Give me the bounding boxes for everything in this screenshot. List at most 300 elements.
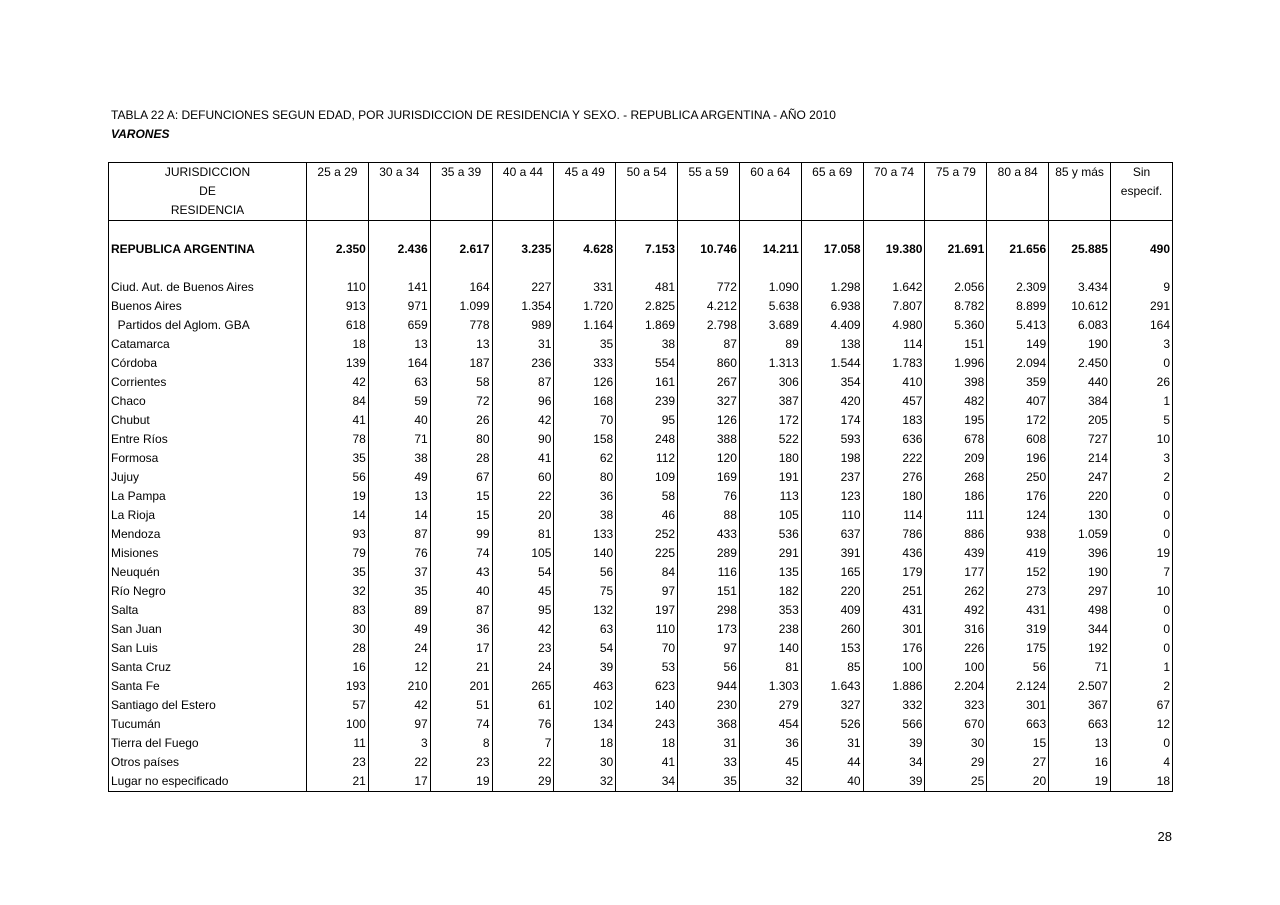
deaths-table [108,162,1173,792]
cell-value: 67 [1110,696,1172,715]
cell-value: 110 [616,620,678,639]
cell-value: 13 [368,487,430,506]
jurisdiction-name: Chubut [109,411,307,430]
table-row [109,620,1173,639]
table-header [109,163,1173,221]
cell-value: 536 [739,525,801,544]
cell-value: 268 [925,468,987,487]
cell-value: 354 [801,373,863,392]
cell-value: 2.056 [925,278,987,297]
jurisdiction-name: Jujuy [109,468,307,487]
page-number: 28 [1157,829,1172,844]
cell-value: 70 [616,639,678,658]
table-row [109,772,1173,792]
jurisdiction-name: Mendoza [109,525,307,544]
cell-value: 344 [1049,620,1111,639]
cell-value: 19 [307,487,369,506]
cell-value: 32 [554,772,616,792]
cell-value: 772 [678,278,740,297]
table-row [109,316,1173,335]
cell-value: 13 [368,335,430,354]
cell-value: 276 [863,468,925,487]
cell-value: 1.643 [801,677,863,696]
cell-value: 391 [801,544,863,563]
header-age-group: 55 a 59 [678,163,740,183]
cell-value: 409 [801,601,863,620]
cell-value: 84 [616,563,678,582]
cell-value: 70 [554,411,616,430]
header-sin-especificar: especif. [1110,182,1172,201]
header-age-group [616,182,678,201]
cell-value: 63 [554,620,616,639]
cell-value: 190 [1049,335,1111,354]
cell-value: 436 [863,544,925,563]
cell-value: 58 [430,373,492,392]
cell-value: 53 [616,658,678,677]
cell-value: 778 [430,316,492,335]
cell-value: 2 [1110,677,1172,696]
cell-value: 10.612 [1049,297,1111,316]
cell-value: 27 [987,753,1049,772]
header-age-group [554,182,616,201]
cell-value: 0 [1110,734,1172,753]
jurisdiction-name: Corrientes [109,373,307,392]
cell-value: 214 [1049,449,1111,468]
header-age-group [678,182,740,201]
cell-value: 193 [307,677,369,696]
cell-value: 149 [987,335,1049,354]
header-sin-especificar [1110,201,1172,221]
cell-value: 2.450 [1049,354,1111,373]
cell-value: 463 [554,677,616,696]
cell-value: 76 [368,544,430,563]
header-age-group [739,201,801,221]
table-row [109,335,1173,354]
cell-value: 636 [863,430,925,449]
jurisdiction-name: La Pampa [109,487,307,506]
cell-value: 678 [925,430,987,449]
cell-value: 84 [307,392,369,411]
cell-value: 126 [554,373,616,392]
cell-value: 120 [678,449,740,468]
cell-value: 173 [678,620,740,639]
cell-value: 114 [863,335,925,354]
cell-value: 113 [739,487,801,506]
cell-value: 32 [739,772,801,792]
cell-value: 81 [739,658,801,677]
cell-value: 938 [987,525,1049,544]
cell-value: 260 [801,620,863,639]
cell-value: 95 [492,601,554,620]
header-age-group [801,201,863,221]
cell-value: 56 [678,658,740,677]
cell-value: 457 [863,392,925,411]
header-age-group [863,201,925,221]
cell-value: 151 [678,582,740,601]
cell-value: 226 [925,639,987,658]
cell-value: 5.360 [925,316,987,335]
cell-value: 25 [925,772,987,792]
cell-value: 0 [1110,506,1172,525]
cell-value: 623 [616,677,678,696]
cell-value: 40 [430,582,492,601]
cell-value: 97 [616,582,678,601]
cell-value: 306 [739,373,801,392]
cell-value: 139 [307,354,369,373]
cell-value: 17.058 [801,240,863,259]
table-row [109,639,1173,658]
cell-value: 35 [554,335,616,354]
cell-value: 1.298 [801,278,863,297]
cell-value: 15 [430,487,492,506]
cell-value: 28 [430,449,492,468]
header-age-group: 35 a 39 [430,163,492,183]
cell-value: 54 [554,639,616,658]
cell-value: 32 [307,582,369,601]
jurisdiction-name: Tierra del Fuego [109,734,307,753]
table-row [109,297,1173,316]
total-row [109,240,1173,259]
table-row [109,677,1173,696]
cell-value: 7 [1110,563,1172,582]
cell-value: 71 [368,430,430,449]
cell-value: 250 [987,468,1049,487]
cell-value: 26 [430,411,492,430]
cell-value: 1.164 [554,316,616,335]
cell-value: 15 [430,506,492,525]
cell-value: 165 [801,563,863,582]
table-row [109,278,1173,297]
cell-value: 59 [368,392,430,411]
cell-value: 8.782 [925,297,987,316]
cell-value: 192 [1049,639,1111,658]
cell-value: 180 [863,487,925,506]
cell-value: 30 [925,734,987,753]
cell-value: 291 [1110,297,1172,316]
cell-value: 262 [925,582,987,601]
cell-value: 172 [987,411,1049,430]
cell-value: 251 [863,582,925,601]
cell-value: 490 [1110,240,1172,259]
cell-value: 161 [616,373,678,392]
cell-value: 2.350 [307,240,369,259]
cell-value: 727 [1049,430,1111,449]
cell-value: 566 [863,715,925,734]
cell-value: 332 [863,696,925,715]
cell-value: 79 [307,544,369,563]
header-age-group [987,182,1049,201]
cell-value: 1.783 [863,354,925,373]
cell-value: 56 [554,563,616,582]
cell-value: 13 [1049,734,1111,753]
cell-value: 297 [1049,582,1111,601]
cell-value: 43 [430,563,492,582]
jurisdiction-name: Chaco [109,392,307,411]
cell-value: 87 [678,335,740,354]
cell-value: 38 [368,449,430,468]
cell-value: 42 [492,620,554,639]
cell-value: 5.413 [987,316,1049,335]
cell-value: 225 [616,544,678,563]
cell-value: 522 [739,430,801,449]
cell-value: 3.235 [492,240,554,259]
cell-value: 22 [368,753,430,772]
cell-value: 36 [739,734,801,753]
cell-value: 593 [801,430,863,449]
cell-value: 23 [430,753,492,772]
cell-value: 34 [616,772,678,792]
cell-value: 481 [616,278,678,297]
cell-value: 74 [430,544,492,563]
cell-value: 85 [801,658,863,677]
cell-value: 398 [925,373,987,392]
cell-value: 58 [616,487,678,506]
cell-value: 126 [678,411,740,430]
cell-value: 60 [492,468,554,487]
header-age-group [554,201,616,221]
header-age-group [430,182,492,201]
cell-value: 20 [492,506,554,525]
cell-value: 419 [987,544,1049,563]
cell-value: 1.720 [554,297,616,316]
jurisdiction-name: Río Negro [109,582,307,601]
table-row [109,373,1173,392]
cell-value: 78 [307,430,369,449]
cell-value: 659 [368,316,430,335]
cell-value: 21 [430,658,492,677]
cell-value: 105 [492,544,554,563]
cell-value: 35 [368,582,430,601]
jurisdiction-name: REPUBLICA ARGENTINA [109,240,307,259]
cell-value: 28 [307,639,369,658]
cell-value: 110 [307,278,369,297]
cell-value: 67 [430,468,492,487]
cell-value: 407 [987,392,1049,411]
table-row [109,449,1173,468]
cell-value: 19 [1049,772,1111,792]
jurisdiction-name: Santa Cruz [109,658,307,677]
cell-value: 3 [368,734,430,753]
cell-value: 42 [307,373,369,392]
cell-value: 238 [739,620,801,639]
cell-value: 180 [739,449,801,468]
cell-value: 49 [368,620,430,639]
cell-value: 100 [307,715,369,734]
cell-value: 31 [678,734,740,753]
cell-value: 105 [739,506,801,525]
cell-value: 35 [678,772,740,792]
header-age-group: 50 a 54 [616,163,678,183]
cell-value: 102 [554,696,616,715]
cell-value: 396 [1049,544,1111,563]
cell-value: 31 [801,734,863,753]
cell-value: 88 [678,506,740,525]
cell-value: 3 [1110,335,1172,354]
cell-value: 387 [739,392,801,411]
cell-value: 10 [1110,430,1172,449]
cell-value: 87 [368,525,430,544]
cell-value: 19 [430,772,492,792]
cell-value: 247 [1049,468,1111,487]
cell-value: 22 [492,487,554,506]
cell-value: 24 [492,658,554,677]
cell-value: 56 [987,658,1049,677]
jurisdiction-name: La Rioja [109,506,307,525]
cell-value: 195 [925,411,987,430]
jurisdiction-name: Córdoba [109,354,307,373]
cell-value: 663 [987,715,1049,734]
jurisdiction-name: Otros países [109,753,307,772]
table-row [109,601,1173,620]
cell-value: 18 [616,734,678,753]
header-age-group [1049,182,1111,201]
cell-value: 1.059 [1049,525,1111,544]
cell-value: 29 [492,772,554,792]
cell-value: 24 [368,639,430,658]
cell-value: 87 [492,373,554,392]
cell-value: 210 [368,677,430,696]
cell-value: 130 [1049,506,1111,525]
cell-value: 1 [1110,392,1172,411]
cell-value: 353 [739,601,801,620]
cell-value: 38 [554,506,616,525]
cell-value: 133 [554,525,616,544]
cell-value: 16 [307,658,369,677]
cell-value: 5 [1110,411,1172,430]
cell-value: 76 [492,715,554,734]
cell-value: 71 [1049,658,1111,677]
cell-value: 124 [987,506,1049,525]
cell-value: 230 [678,696,740,715]
cell-value: 554 [616,354,678,373]
cell-value: 51 [430,696,492,715]
cell-value: 29 [925,753,987,772]
cell-value: 81 [492,525,554,544]
table-title: TABLA 22 A: DEFUNCIONES SEGUN EDAD, POR JURISDICCION DE RESIDENCIA Y SEXO. - REPUBLICA ARGENTINA - AÑO 2010 [111,108,836,122]
cell-value: 886 [925,525,987,544]
cell-value: 0 [1110,354,1172,373]
cell-value: 80 [554,468,616,487]
cell-value: 164 [1110,316,1172,335]
header-age-group [307,201,369,221]
cell-value: 2.436 [368,240,430,259]
header-jurisdiccion: JURISDICCION [109,163,307,183]
jurisdiction-name: Santiago del Estero [109,696,307,715]
cell-value: 197 [616,601,678,620]
cell-value: 54 [492,563,554,582]
cell-value: 1.642 [863,278,925,297]
cell-value: 222 [863,449,925,468]
table-row [109,753,1173,772]
table-row [109,430,1173,449]
cell-value: 205 [1049,411,1111,430]
cell-value: 35 [307,449,369,468]
cell-value: 183 [863,411,925,430]
cell-value: 49 [368,468,430,487]
cell-value: 14.211 [739,240,801,259]
cell-value: 2.507 [1049,677,1111,696]
cell-value: 1.869 [616,316,678,335]
cell-value: 498 [1049,601,1111,620]
table-row [109,468,1173,487]
table-row [109,658,1173,677]
cell-value: 9 [1110,278,1172,297]
cell-value: 44 [801,753,863,772]
cell-value: 440 [1049,373,1111,392]
cell-value: 41 [307,411,369,430]
jurisdiction-name: Entre Ríos [109,430,307,449]
cell-value: 4.409 [801,316,863,335]
cell-value: 209 [925,449,987,468]
cell-value: 944 [678,677,740,696]
cell-value: 72 [430,392,492,411]
cell-value: 265 [492,677,554,696]
cell-value: 175 [987,639,1049,658]
cell-value: 87 [430,601,492,620]
cell-value: 25.885 [1049,240,1111,259]
cell-value: 138 [801,335,863,354]
cell-value: 618 [307,316,369,335]
cell-value: 18 [1110,772,1172,792]
cell-value: 971 [368,297,430,316]
header-age-group: 70 a 74 [863,163,925,183]
cell-value: 2.124 [987,677,1049,696]
cell-value: 39 [554,658,616,677]
cell-value: 93 [307,525,369,544]
cell-value: 196 [987,449,1049,468]
jurisdiction-name: Santa Fe [109,677,307,696]
cell-value: 367 [1049,696,1111,715]
header-age-group [863,182,925,201]
cell-value: 187 [430,354,492,373]
cell-value: 860 [678,354,740,373]
cell-value: 267 [678,373,740,392]
cell-value: 273 [987,582,1049,601]
cell-value: 420 [801,392,863,411]
cell-value: 45 [492,582,554,601]
cell-value: 1.544 [801,354,863,373]
cell-value: 913 [307,297,369,316]
cell-value: 227 [492,278,554,297]
cell-value: 316 [925,620,987,639]
cell-value: 63 [368,373,430,392]
table-row [109,715,1173,734]
header-jurisdiccion: DE [109,182,307,201]
cell-value: 41 [492,449,554,468]
cell-value: 5.638 [739,297,801,316]
cell-value: 439 [925,544,987,563]
cell-value: 0 [1110,525,1172,544]
cell-value: 176 [987,487,1049,506]
cell-value: 2.825 [616,297,678,316]
cell-value: 331 [554,278,616,297]
cell-value: 15 [987,734,1049,753]
cell-value: 40 [801,772,863,792]
cell-value: 11 [307,734,369,753]
cell-value: 169 [678,468,740,487]
cell-value: 19.380 [863,240,925,259]
cell-value: 1 [1110,658,1172,677]
cell-value: 384 [1049,392,1111,411]
cell-value: 16 [1049,753,1111,772]
cell-value: 291 [739,544,801,563]
cell-value: 18 [307,335,369,354]
cell-value: 141 [368,278,430,297]
cell-value: 75 [554,582,616,601]
cell-value: 57 [307,696,369,715]
jurisdiction-name: Ciud. Aut. de Buenos Aires [109,278,307,297]
jurisdiction-name: Partidos del Aglom. GBA [109,316,307,335]
